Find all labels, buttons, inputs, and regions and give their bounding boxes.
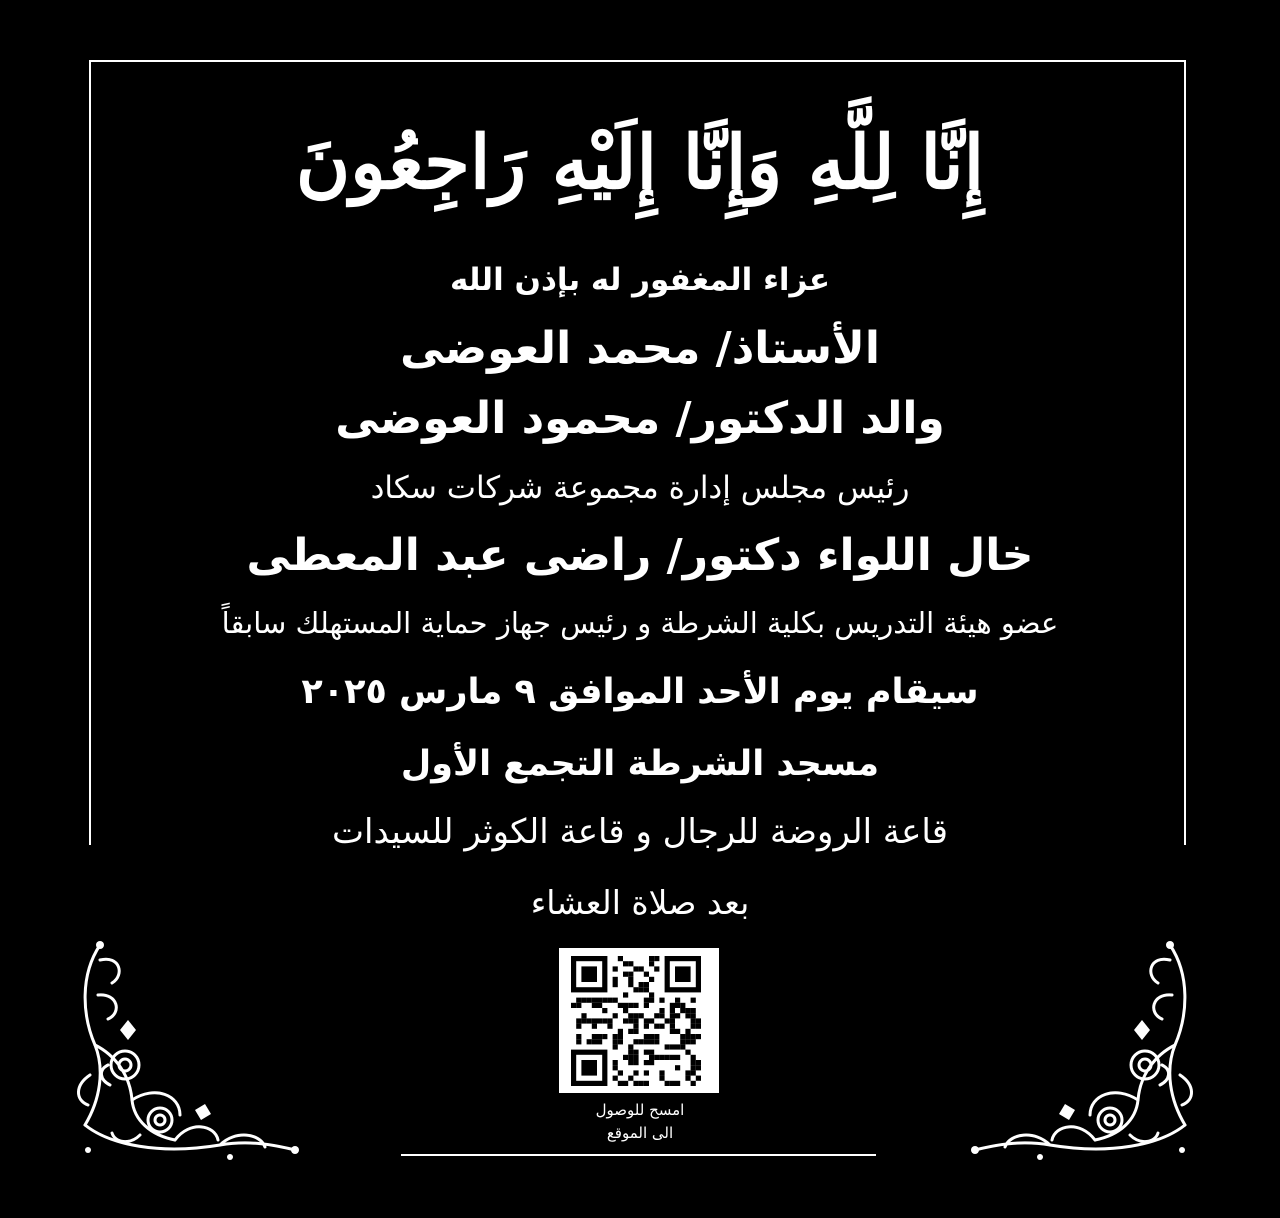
son-title-line: رئيس مجلس إدارة مجموعة شركات سكاد [370, 470, 910, 506]
time-line: بعد صلاة العشاء [530, 883, 750, 922]
uncle-title-line: عضو هيئة التدريس بكلية الشرطة و رئيس جهاز حماية المستهلك سابقاً [221, 606, 1059, 640]
frame-left-border [89, 60, 91, 845]
uncle-of-line: خال اللواء دكتور/ راضى عبد المعطى [246, 530, 1034, 581]
bottom-divider [401, 1154, 876, 1156]
condolence-heading: عزاء المغفور له بإذن الله [449, 262, 831, 298]
frame-right-border [1184, 60, 1186, 845]
date-line: سيقام يوم الأحد الموافق ٩ مارس ٢٠٢٥ [301, 672, 979, 712]
father-of-line: والد الدكتور/ محمود العوضى [335, 393, 945, 444]
deceased-name: الأستاذ/ محمد العوضى [400, 323, 880, 374]
place-line: مسجد الشرطة التجمع الأول [400, 744, 880, 784]
qr-caption-line2: الى الموقع [606, 1124, 674, 1142]
halls-line: قاعة الروضة للرجال و قاعة الكوثر للسيدات [332, 812, 948, 852]
floral-corner-ornament-icon [970, 935, 1200, 1165]
qr-caption-line1: امسح للوصول [595, 1101, 685, 1119]
floral-corner-ornament-icon [70, 935, 300, 1165]
frame-top-border [89, 60, 1186, 62]
quran-verse-calligraphy: إِنَّا لِلَّهِ وَإِنَّا إِلَيْهِ رَاجِعُونَ [295, 120, 985, 206]
qr-code-icon[interactable] [559, 948, 719, 1093]
